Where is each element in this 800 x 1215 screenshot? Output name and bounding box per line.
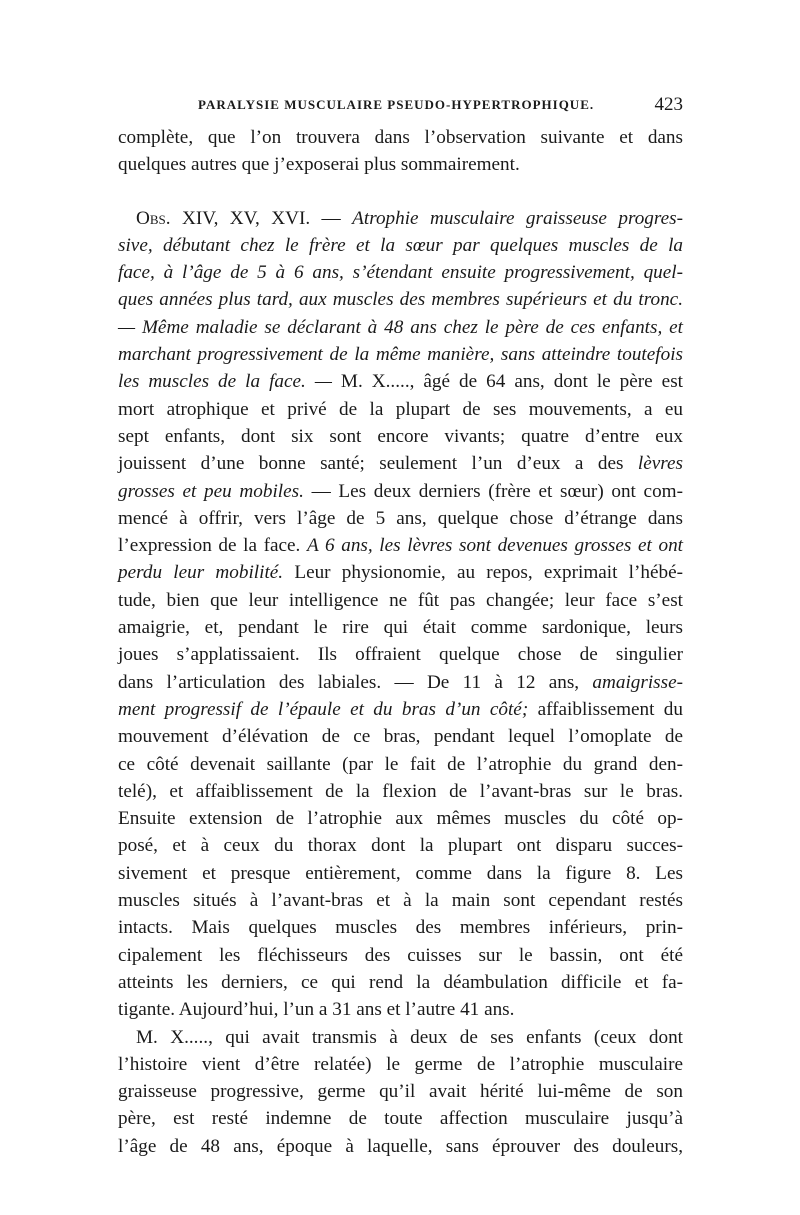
text-line: cipalement les fléchisseurs des cuisses sur le bassin, ont été — [118, 944, 683, 966]
text-line: père, est resté indemne de toute affection musculaire jusqu’à — [118, 1108, 683, 1130]
text-line: tigante. Aujourd’hui, l’un a 31 ans et l’autre 41 ans. — [118, 999, 515, 1021]
text-line — [118, 532, 683, 559]
obs-title-line: sive, débutant chez le frère et la sœur par quelques muscles de la — [118, 234, 683, 256]
text-segment: l’expression de la face. — [118, 535, 301, 557]
obs-text-start: M. X....., âgé de 64 ans, dont le père est — [340, 371, 683, 393]
text-line: tude, bien que leur intelligence ne fût pas changée; leur face s’est — [118, 589, 683, 611]
text-line — [118, 696, 683, 723]
text-segment: jouissent d’une bonne santé; seulement l’un d’eux a des — [118, 453, 624, 475]
text-line: graisseuse progressive, germe qu’il avait hérité lui-même de son — [118, 1081, 683, 1103]
text-line: l’âge de 48 ans, époque à laquelle, sans éprouver des douleurs, — [118, 1135, 683, 1157]
text-line: intacts. Mais quelques muscles des membres inférieurs, prin- — [118, 917, 683, 939]
obs-label: Obs. — [136, 207, 171, 229]
text-line: mencé à offrir, vers l’âge de 5 ans, quelque chose d’étrange dans — [118, 507, 683, 529]
italic-segment: A 6 ans, les lèvres sont devenues grosses et ont — [307, 535, 684, 557]
obs-title-line: — Même maladie se déclarant à 48 ans chez le père de ces enfants, et — [118, 316, 683, 338]
italic-segment: lèvres — [637, 453, 684, 475]
obs-title-end: les muscles de la face. — — [118, 371, 332, 393]
text-line — [118, 368, 683, 395]
text-line — [118, 669, 683, 696]
text-line: mort atrophique et privé de la plupart de ses mouvements, a eu — [118, 398, 683, 420]
text-line: l’histoire vient d’être relatée) le germe de l’atrophie musculaire — [118, 1053, 683, 1075]
obs-title: Atrophie musculaire graisseuse progres- — [352, 207, 684, 229]
obs-numbers: XIV, XV, XVI. — — [181, 207, 341, 229]
text-line — [118, 478, 683, 505]
obs-title-line: marchant progressivement de la même manière, sans atteindre toutefois — [118, 344, 683, 366]
text-line: posé, et à ceux du thorax dont la plupart ont disparu succes- — [118, 835, 683, 857]
text-line: sivement et presque entièrement, comme dans la figure 8. Les — [118, 862, 683, 884]
text-line: M. X....., qui avait transmis à deux de ses enfants (ceux dont — [136, 1026, 683, 1048]
italic-segment: amaigrisse- — [592, 671, 684, 693]
obs-title-line: ques années plus tard, aux muscles des membres supérieurs et du tronc. — [118, 289, 683, 311]
text-line: ce côté devenait saillante (par le fait de l’atrophie du grand den- — [118, 753, 683, 775]
page-number: 423 — [654, 94, 683, 115]
text-segment: Leur physionomie, au repos, exprimait l’hébé- — [294, 562, 683, 584]
paragraph-gap — [118, 179, 683, 205]
text-line — [118, 450, 683, 477]
body-text — [118, 124, 683, 1160]
obs-title-line: face, à l’âge de 5 à 6 ans, s’étendant ensuite progressivement, quel- — [118, 262, 683, 284]
observation-heading-line — [118, 205, 683, 232]
text-segment: — Les deux derniers (frère et sœur) ont com- — [311, 480, 683, 502]
italic-segment: perdu leur mobilité. — [118, 562, 284, 584]
text-line — [118, 559, 683, 586]
italic-segment: ment progressif de l’épaule et du bras d’un côté; — [118, 698, 529, 720]
text-line: complète, que l’on trouvera dans l’observation suivante et dans — [118, 127, 683, 148]
text-line: atteints les derniers, ce qui rend la déambulation difficile et fa- — [118, 971, 683, 993]
text-line: muscles situés à l’avant-bras et à la main sont cependant restés — [118, 890, 683, 912]
italic-segment: grosses et peu mobiles. — [118, 480, 304, 502]
text-line: sept enfants, dont six sont encore vivants; quatre d’entre eux — [118, 425, 683, 447]
text-line: mouvement d’élévation de ce bras, pendant lequel l’omoplate de — [118, 726, 683, 748]
text-line: joues s’applatissaient. Ils offraient quelque chose de singulier — [118, 644, 683, 666]
running-title: PARALYSIE MUSCULAIRE PSEUDO-HYPERTROPHIQUE. — [198, 97, 595, 112]
text-line: quelques autres que j’exposerai plus sommairement. — [118, 154, 520, 176]
text-line: telé), et affaiblissement de la flexion de l’avant-bras sur le bras. — [118, 780, 683, 802]
text-line: Ensuite extension de l’atrophie aux mêmes muscles du côté op- — [118, 808, 683, 830]
text-segment: affaiblissement du — [537, 698, 683, 720]
text-line: amaigrie, et, pendant le rire qui était comme sardonique, leurs — [118, 617, 683, 639]
running-head — [118, 94, 683, 121]
text-segment: dans l’articulation des labiales. — De 11 à 12 ans, — [118, 671, 580, 693]
